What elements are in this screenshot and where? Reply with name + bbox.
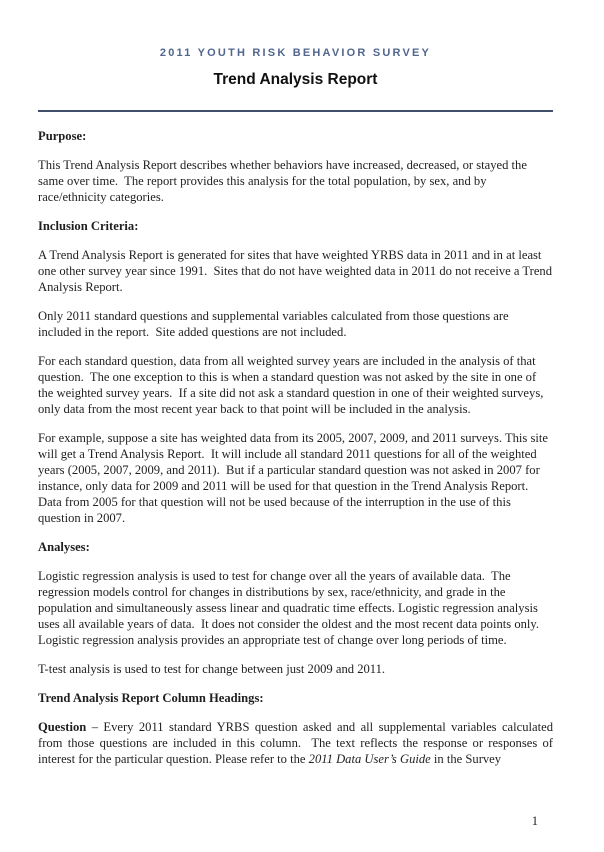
- purpose-paragraph: This Trend Analysis Report describes whether behaviors have increased, decreased, or stayed the same over time. The report provides this analysis for the total population, by sex, and by race/ethnicity categories.: [38, 158, 531, 204]
- analyses-paragraph-2: T-test analysis is used to test for change between just 2009 and 2011.: [38, 662, 386, 676]
- document-content: [38, 0, 557, 780]
- section-heading-column-headings: Trend Analysis Report Column Headings:: [38, 691, 264, 705]
- question-body-after-italic: in the Survey: [430, 752, 502, 766]
- survey-title: 2011 YOUTH RISK BEHAVIOR SURVEY: [159, 47, 432, 59]
- inclusion-paragraph-3: For each standard question, data from all weighted survey years are included in the analysis of that question. The one exception to this is when a standard question was not asked by the site in one of the weighted survey years. If a site did not ask a standard question in one of their weighted surveys, only data from the most recent year back to that point will be included in the analysis.: [38, 354, 547, 416]
- document-body: [38, 128, 557, 767]
- section-heading-purpose: Purpose:: [38, 129, 87, 143]
- question-definition-paragraph: [38, 719, 557, 767]
- section-heading-inclusion-criteria: Inclusion Criteria:: [38, 219, 139, 233]
- inclusion-paragraph-2: Only 2011 standard questions and supplemental variables calculated from those questions are included in the report. Site added questions are not included.: [38, 309, 512, 339]
- inclusion-paragraph-1: A Trend Analysis Report is generated for sites that have weighted YRBS data in 2011 and in at least one other survey year since 1991. Sites that do not have weighted data in 2011 do not receive a Trend Analysis Report.: [38, 248, 555, 294]
- question-body-before-italic: Every 2011 standard YRBS question asked and all supplemental variables calculated from those questions are included in this column. The text reflects the response or responses of interest for the particular question. Please refer to the: [38, 720, 557, 766]
- question-term: Question: [38, 720, 87, 734]
- question-dash: –: [86, 720, 104, 734]
- section-heading-analyses: Analyses:: [38, 540, 90, 554]
- page-number: 1: [531, 814, 538, 828]
- header-divider: [38, 110, 553, 112]
- analyses-paragraph-1: Logistic regression analysis is used to test for change over all the years of available data. The regression models control for changes in distributions by sex, race/ethnicity, and grade in the population and simultaneously assess linear and quadratic time effects. Logistic regression analysis uses all available years of data. It does not consider the oldest and the most recent data points only. Logistic regression analysis provides an appropriate test of change over long periods of time.: [38, 569, 543, 647]
- inclusion-paragraph-4: For example, suppose a site has weighted data from its 2005, 2007, 2009, and 2011 surveys. This site will get a Trend Analysis Report. It will include all standard 2011 questions for all of the weighted years (2005, 2007, 2009, and 2011). But if a particular standard question was not asked in 2007 for instance, only data for 2009 and 2011 will be used for that question in the Trend Analysis Report. Data from 2005 for that question will not be used because of the interruption in the use of this question in 2007.: [38, 431, 552, 525]
- data-users-guide-title: 2011 Data User’s Guide: [308, 752, 431, 766]
- report-title: Trend Analysis Report: [213, 71, 378, 88]
